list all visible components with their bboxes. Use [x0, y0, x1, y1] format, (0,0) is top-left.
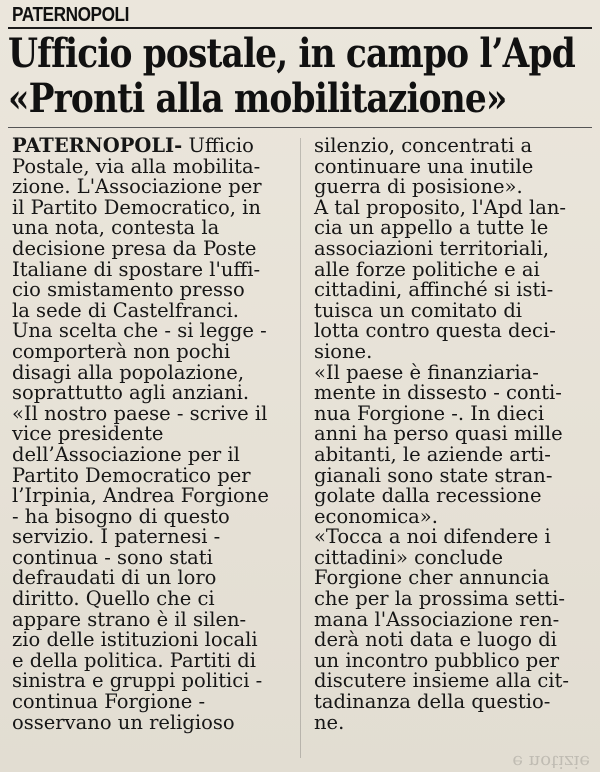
article-line: «Il nostro paese - scrive il — [12, 401, 268, 425]
article-line: defraudati di un loro — [12, 566, 217, 590]
article-line: silenzio, concentrati a — [314, 134, 533, 157]
article-line: disagi alla popolazione, — [12, 360, 245, 384]
article-line: Una scelta che - si legge - — [12, 319, 267, 343]
headline-line-2: «Pronti alla mobilitazione» — [8, 75, 507, 122]
article-line: una nota, contesta la — [12, 216, 220, 240]
article-line: sione. — [314, 339, 373, 363]
article-line: gianali sono state stran- — [314, 463, 553, 487]
section-kicker: PATERNOPOLI — [12, 4, 129, 26]
article-line: cittadini» conclude — [314, 545, 504, 569]
article-line: «Il paese è finanziaria- — [314, 360, 539, 384]
article-line: «Tocca a noi difendere i — [314, 525, 551, 549]
article-line: zio delle istituzioni locali — [12, 628, 258, 652]
article-line: anni ha perso quasi mille — [314, 422, 563, 446]
article-line: continua Forgione - — [12, 690, 206, 714]
article-line: mente in dissesto - conti- — [314, 381, 562, 405]
article-line: soprattutto agli anziani. — [12, 381, 250, 405]
article-line: appare strano è il silen- — [12, 607, 247, 631]
article-line: economica». — [314, 504, 438, 528]
headline-line-1: Ufficio postale, in campo l’Apd — [8, 30, 575, 77]
article-line: cia un appello a tutte le — [314, 216, 549, 240]
article-line: un incontro pubblico per — [314, 648, 560, 672]
dateline: PATERNOPOLI- — [12, 134, 183, 157]
article-line: golate dalla recessione — [314, 484, 542, 508]
article-line: sinistra e gruppi politici - — [12, 669, 263, 693]
article-line: osservano un religioso — [12, 710, 235, 734]
article-text: Ufficio — [182, 134, 254, 157]
article-column-right — [314, 136, 590, 733]
article-line: associazioni territoriali, — [314, 236, 550, 260]
article-line: vice presidente — [12, 422, 164, 446]
article-line: nua Forgione -. In dieci — [314, 401, 545, 425]
article-line: e della politica. Partiti di — [12, 648, 257, 672]
article-line — [12, 136, 288, 157]
article-line: che per la prossima setti- — [314, 587, 565, 611]
article-line: tadinanza della questio- — [314, 690, 551, 714]
article-line: Postale, via alla mobilita- — [12, 154, 261, 178]
article-line: continua - sono stati — [12, 545, 213, 569]
article-line: abitanti, le aziende arti- — [314, 442, 551, 466]
article-line: zione. L'Associazione per — [12, 175, 262, 199]
article-line: dell’Associazione per il — [12, 442, 240, 466]
article-line: mana l'Associazione ren- — [314, 607, 560, 631]
kicker-rule — [8, 27, 592, 29]
article-line: - ha bisogno di questo — [12, 504, 230, 528]
article-column-left — [12, 136, 288, 733]
headline-rule — [8, 127, 592, 128]
article-line: Partito Democratico per — [12, 463, 251, 487]
article-line: la sede di Castelfranci. — [12, 298, 239, 322]
article-line: diritto. Quello che ci — [12, 587, 215, 611]
article-line: cio smistamento presso — [12, 278, 245, 302]
column-divider — [300, 138, 301, 758]
article-line: alle forze politiche e ai — [314, 257, 540, 281]
article-line: decisione presa da Poste — [12, 236, 257, 260]
article-line: comporterà non pochi — [12, 339, 231, 363]
article-line: derà noti data e luogo di — [314, 628, 557, 652]
article-line: il Partito Democratico, in — [12, 195, 261, 219]
article-line: ne. — [314, 710, 345, 734]
article-line: guerra di posisione». — [314, 175, 523, 199]
article-line: discutere insieme alla cit- — [314, 669, 569, 693]
article-line: servizio. I paternesi - — [12, 525, 221, 549]
article-line: continuare una inutile — [314, 154, 534, 178]
article-line: lotta contro questa deci- — [314, 319, 556, 343]
bleed-through-text: e notiziе — [512, 751, 590, 772]
article-line: Italiane di spostare l'uffi- — [12, 257, 261, 281]
article-line: cittadini, affinché si isti- — [314, 278, 554, 302]
article-line: tuisca un comitato di — [314, 298, 523, 322]
article-line: A tal proposito, l'Apd lan- — [314, 195, 567, 219]
article-line: Forgione cher annuncia — [314, 566, 550, 590]
article-line: l’Irpinia, Andrea Forgione — [12, 484, 269, 508]
